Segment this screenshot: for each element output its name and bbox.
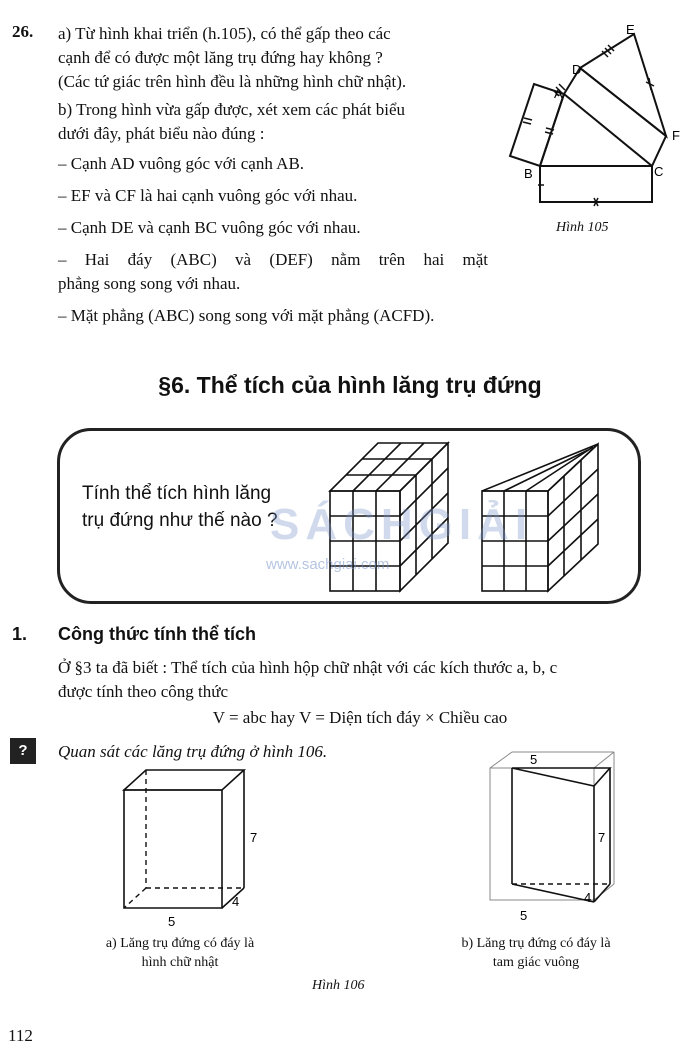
statement-item: phẳng song song với nhau.: [58, 274, 241, 293]
statement-item: – Hai đáy (ABC) và (DEF) nằm trên hai mặt: [58, 250, 488, 269]
figure-106a-caption: [80, 934, 280, 972]
question-text: Quan sát các lăng trụ đứng ở hình 106.: [58, 742, 328, 761]
exercise-statements: [58, 152, 528, 328]
question-mark-badge: ?: [10, 738, 36, 764]
dimension-depth: 4: [232, 894, 240, 909]
banner-question: [82, 480, 278, 534]
dimension-top: 5: [530, 752, 538, 767]
statement-item: – EF và CF là hai cạnh vuông góc với nhau.: [58, 186, 358, 205]
part-text: [58, 656, 698, 704]
part-heading: Công thức tính thể tích: [58, 624, 257, 644]
label-d: D: [572, 62, 582, 77]
statement-item: – Cạnh DE và cạnh BC vuông góc với nhau.: [58, 218, 361, 237]
exercise-a-line: a) Từ hình khai triển (h.105), có thể gấp theo các: [58, 24, 391, 43]
figure-105-net: [498, 20, 698, 220]
label-a: A: [554, 86, 563, 101]
dimension-height: 7: [598, 830, 606, 845]
volume-formula: V = abc hay V = Diện tích đáy × Chiều cao: [212, 708, 508, 727]
exercise-part-a: [58, 22, 498, 146]
figure-105-caption: Hình 105: [556, 220, 609, 235]
exercise-a-line: cạnh để có được một lăng trụ đứng hay không ?: [58, 48, 383, 67]
exercise-b-line: b) Trong hình vừa gấp được, xét xem các phát biểu: [58, 100, 406, 119]
page-number: 112: [8, 1026, 33, 1045]
exercise-a-line: (Các tứ giác trên hình đều là những hình chữ nhật).: [58, 72, 407, 91]
label-e: E: [626, 22, 635, 37]
figure-106b-prism: [476, 750, 626, 928]
statement-item: – Cạnh AD vuông góc với cạnh AB.: [58, 154, 305, 173]
part-number: 1.: [12, 624, 28, 644]
caption-line: tam giác vuông: [492, 955, 580, 970]
label-f: F: [672, 128, 680, 143]
dimension-height: 7: [250, 830, 258, 845]
banner-question-line: Tính thể tích hình lăng: [82, 483, 272, 504]
figure-106b-caption: [436, 934, 636, 972]
figure-106-caption: Hình 106: [312, 978, 365, 993]
caption-line: hình chữ nhật: [141, 955, 219, 970]
watermark-logo: SÁCHGIẢI: [270, 500, 534, 549]
dimension-depth: 4: [584, 890, 592, 905]
caption-line: a) Lăng trụ đứng có đáy là: [105, 936, 255, 951]
banner-question-line: trụ đứng như thế nào ?: [82, 510, 278, 531]
dimension-bottom: 5: [520, 908, 528, 923]
watermark-url: www.sachgiai.com: [266, 556, 390, 573]
figure-106a-box: [110, 760, 290, 930]
label-b: B: [524, 166, 533, 181]
part-text-line: được tính theo công thức: [58, 682, 228, 701]
exercise-b-line: dưới đây, phát biểu nào đúng :: [58, 124, 265, 143]
caption-line: b) Lăng trụ đứng có đáy là: [461, 936, 611, 951]
statement-item: – Mặt phẳng (ABC) song song với mặt phẳng (ACFD).: [58, 306, 435, 325]
section-title: §6. Thể tích của hình lăng trụ đứng: [158, 372, 542, 398]
dimension-width: 5: [168, 914, 176, 929]
exercise-number: 26.: [12, 22, 34, 41]
part-text-line: Ở §3 ta đã biết : Thể tích của hình hộp chữ nhật với các kích thước a, b, c: [58, 658, 558, 677]
label-c: C: [654, 164, 664, 179]
